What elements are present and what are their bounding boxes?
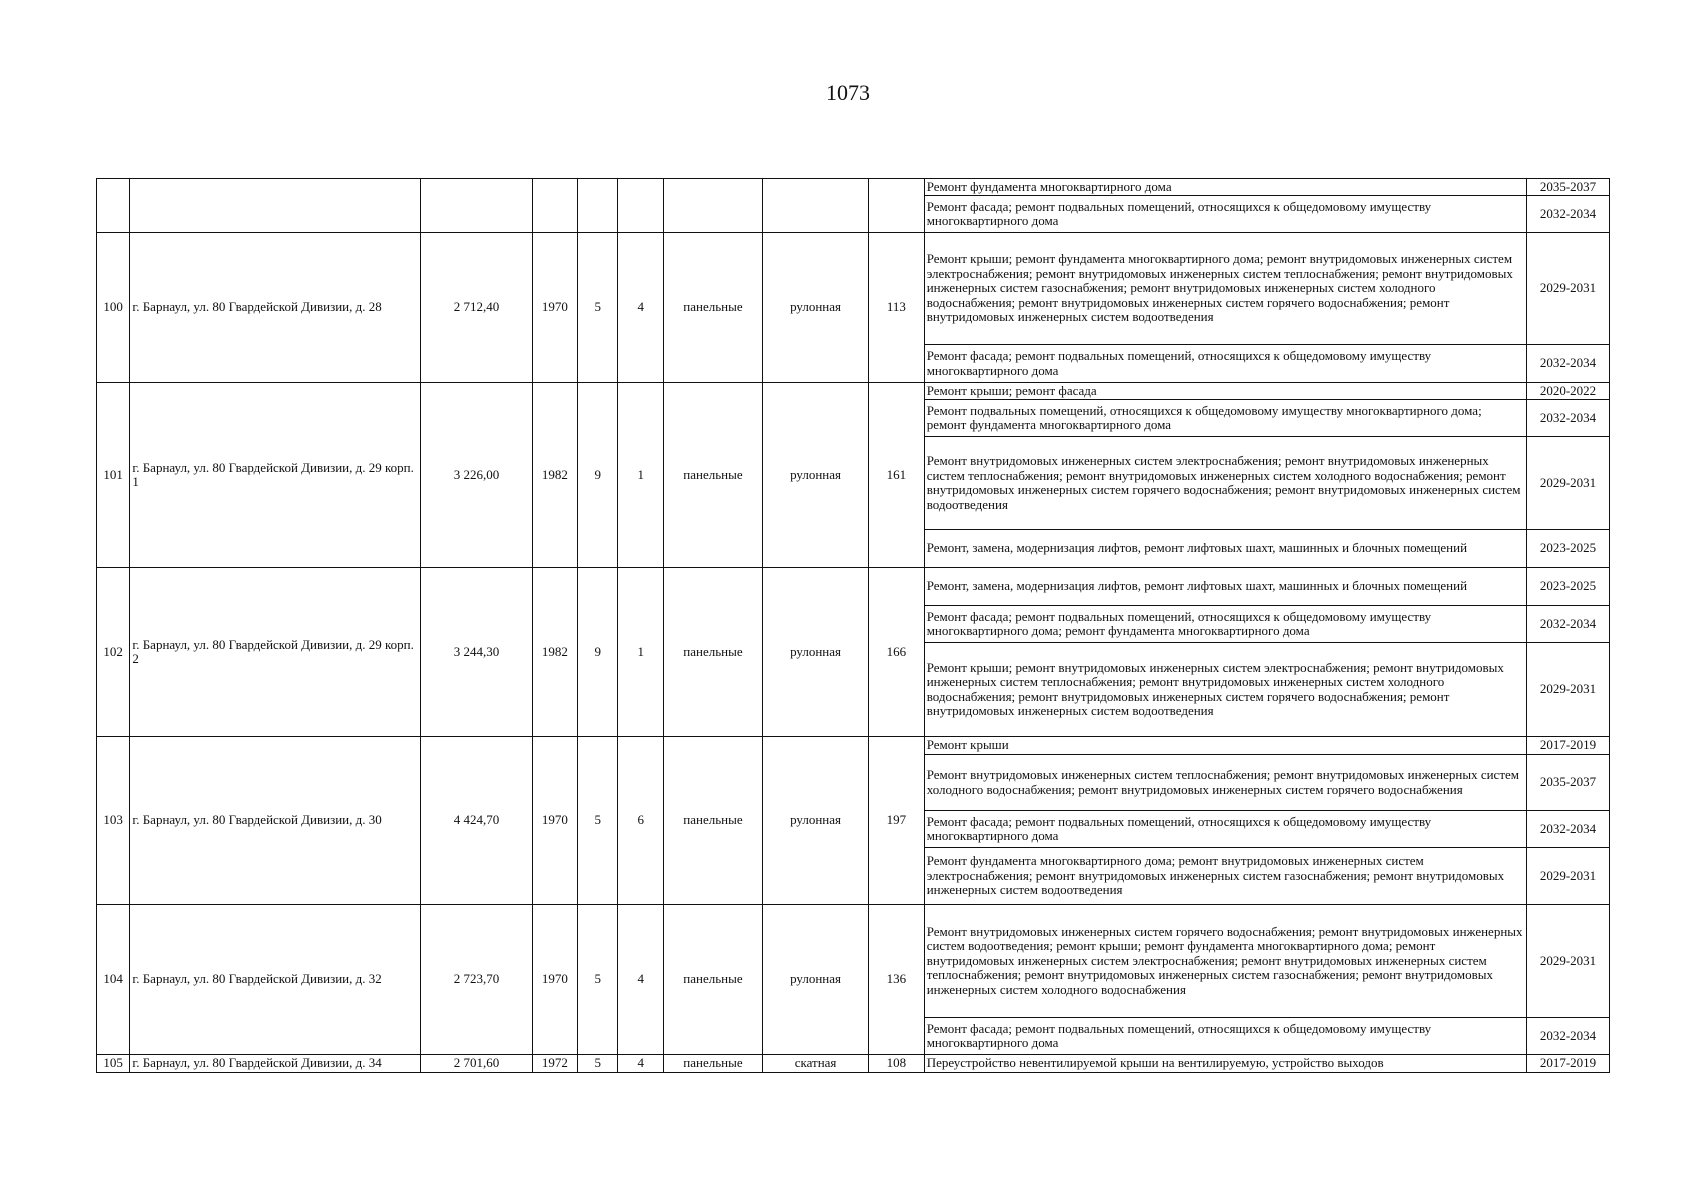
entrances-cell: 4: [618, 1055, 663, 1073]
period-cell: 2035-2037: [1527, 755, 1610, 811]
row-number: 100: [97, 233, 130, 383]
works-cell: Ремонт, замена, модернизация лифтов, ремонт лифтовых шахт, машинных и блочных помещений: [924, 568, 1526, 606]
table-row: [97, 383, 1610, 400]
entrances-cell: 6: [618, 737, 663, 905]
period-cell: 2035-2037: [1527, 179, 1610, 196]
period-cell: 2017-2019: [1527, 1055, 1610, 1073]
period-cell: 2017-2019: [1527, 737, 1610, 755]
works-cell: Ремонт фасада; ремонт подвальных помещений, относящихся к общедомовому имуществу многоквартирного дома: [924, 345, 1526, 383]
residents-cell: 166: [869, 568, 925, 737]
period-cell: 2029-2031: [1527, 848, 1610, 905]
walls-cell: панельные: [663, 1055, 762, 1073]
roof-cell: рулонная: [763, 383, 869, 568]
floors-cell: 5: [578, 737, 618, 905]
row-number: 101: [97, 383, 130, 568]
works-cell: Ремонт крыши; ремонт внутридомовых инженерных систем электроснабжения; ремонт внутридомовых инженерных систем теплоснабжения; ремонт внутридомовых инженерных систем холодного водоснабжения; ремонт внутридомовых инженерных систем горячего водоснабжения; ремонт внутридомовых инженерных систем водоотведения: [924, 643, 1526, 737]
period-cell: 2023-2025: [1527, 530, 1610, 568]
walls-cell: панельные: [663, 568, 762, 737]
empty-cell: [763, 179, 869, 233]
roof-cell: скатная: [763, 1055, 869, 1073]
year-cell: 1982: [532, 383, 577, 568]
roof-cell: рулонная: [763, 905, 869, 1055]
entrances-cell: 1: [618, 568, 663, 737]
works-cell: Ремонт фасада; ремонт подвальных помещений, относящихся к общедомовому имуществу многоквартирного дома: [924, 1018, 1526, 1055]
walls-cell: панельные: [663, 905, 762, 1055]
residents-cell: 113: [869, 233, 925, 383]
walls-cell: панельные: [663, 383, 762, 568]
area-cell: 2 701,60: [421, 1055, 532, 1073]
roof-cell: рулонная: [763, 233, 869, 383]
works-cell: Ремонт крыши: [924, 737, 1526, 755]
floors-cell: 9: [578, 568, 618, 737]
period-cell: 2032-2034: [1527, 1018, 1610, 1055]
roof-cell: рулонная: [763, 568, 869, 737]
works-cell: Ремонт фундамента многоквартирного дома: [924, 179, 1526, 196]
row-number: 103: [97, 737, 130, 905]
table-row: [97, 568, 1610, 606]
year-cell: 1982: [532, 568, 577, 737]
address-cell: г. Барнаул, ул. 80 Гвардейской Дивизии, д. 34: [130, 1055, 421, 1073]
capital-repair-table: [96, 178, 1610, 1073]
row-number: 102: [97, 568, 130, 737]
works-cell: Ремонт внутридомовых инженерных систем горячего водоснабжения; ремонт внутридомовых инженерных систем водоотведения; ремонт крыши; ремонт фундамента многоквартирного дома; ремонт внутридомовых инженерных систем электроснабжения; ремонт внутридомовых инженерных систем теплоснабжения; ремонт внутридомовых инженерных систем газоснабжения; ремонт внутридомовых инженерных систем холодного водоснабжения: [924, 905, 1526, 1018]
works-cell: Ремонт фасада; ремонт подвальных помещений, относящихся к общедомовому имуществу многоквартирного дома: [924, 196, 1526, 233]
period-cell: 2032-2034: [1527, 196, 1610, 233]
table-row: [97, 179, 1610, 196]
roof-cell: рулонная: [763, 737, 869, 905]
floors-cell: 5: [578, 1055, 618, 1073]
table-row: [97, 905, 1610, 1018]
works-cell: Ремонт крыши; ремонт фундамента многоквартирного дома; ремонт внутридомовых инженерных систем электроснабжения; ремонт внутридомовых инженерных систем теплоснабжения; ремонт внутридомовых инженерных систем газоснабжения; ремонт внутридомовых инженерных систем холодного водоснабжения; ремонт внутридомовых инженерных систем горячего водоснабжения; ремонт внутридомовых инженерных систем водоотведения: [924, 233, 1526, 345]
walls-cell: панельные: [663, 233, 762, 383]
address-cell: г. Барнаул, ул. 80 Гвардейской Дивизии, д. 32: [130, 905, 421, 1055]
area-cell: 3 226,00: [421, 383, 532, 568]
residents-cell: 197: [869, 737, 925, 905]
works-cell: Ремонт подвальных помещений, относящихся к общедомовому имуществу многоквартирного дома; ремонт фундамента многоквартирного дома: [924, 400, 1526, 437]
area-cell: 2 712,40: [421, 233, 532, 383]
period-cell: 2029-2031: [1527, 233, 1610, 345]
area-cell: 3 244,30: [421, 568, 532, 737]
period-cell: 2029-2031: [1527, 437, 1610, 530]
works-cell: Ремонт внутридомовых инженерных систем электроснабжения; ремонт внутридомовых инженерных систем теплоснабжения; ремонт внутридомовых инженерных систем холодного водоснабжения; ремонт внутридомовых инженерных систем горячего водоснабжения; ремонт внутридомовых инженерных систем водоотведения: [924, 437, 1526, 530]
address-cell: г. Барнаул, ул. 80 Гвардейской Дивизии, д. 29 корп. 1: [130, 383, 421, 568]
table-row: [97, 737, 1610, 755]
works-cell: Ремонт внутридомовых инженерных систем теплоснабжения; ремонт внутридомовых инженерных систем холодного водоснабжения; ремонт внутридомовых инженерных систем горячего водоснабжения: [924, 755, 1526, 811]
empty-cell: [421, 179, 532, 233]
entrances-cell: 4: [618, 905, 663, 1055]
residents-cell: 161: [869, 383, 925, 568]
empty-cell: [618, 179, 663, 233]
period-cell: 2029-2031: [1527, 643, 1610, 737]
period-cell: 2023-2025: [1527, 568, 1610, 606]
address-cell: г. Барнаул, ул. 80 Гвардейской Дивизии, д. 29 корп. 2: [130, 568, 421, 737]
works-cell: Ремонт фасада; ремонт подвальных помещений, относящихся к общедомовому имуществу многоквартирного дома; ремонт фундамента многоквартирного дома: [924, 606, 1526, 643]
residents-cell: 136: [869, 905, 925, 1055]
row-number: 104: [97, 905, 130, 1055]
works-cell: Ремонт фасада; ремонт подвальных помещений, относящихся к общедомовому имуществу многоквартирного дома: [924, 811, 1526, 848]
year-cell: 1970: [532, 905, 577, 1055]
area-cell: 4 424,70: [421, 737, 532, 905]
residents-cell: 108: [869, 1055, 925, 1073]
period-cell: 2032-2034: [1527, 606, 1610, 643]
empty-cell: [532, 179, 577, 233]
floors-cell: 9: [578, 383, 618, 568]
period-cell: 2032-2034: [1527, 345, 1610, 383]
address-cell: г. Барнаул, ул. 80 Гвардейской Дивизии, д. 30: [130, 737, 421, 905]
floors-cell: 5: [578, 905, 618, 1055]
entrances-cell: 1: [618, 383, 663, 568]
works-cell: Ремонт, замена, модернизация лифтов, ремонт лифтовых шахт, машинных и блочных помещений: [924, 530, 1526, 568]
table-row: [97, 233, 1610, 345]
empty-cell: [869, 179, 925, 233]
period-cell: 2020-2022: [1527, 383, 1610, 400]
walls-cell: панельные: [663, 737, 762, 905]
row-number: 105: [97, 1055, 130, 1073]
page-number: 1073: [826, 80, 870, 105]
empty-cell: [578, 179, 618, 233]
year-cell: 1970: [532, 233, 577, 383]
floors-cell: 5: [578, 233, 618, 383]
period-cell: 2032-2034: [1527, 811, 1610, 848]
address-cell: г. Барнаул, ул. 80 Гвардейской Дивизии, д. 28: [130, 233, 421, 383]
table-row: [97, 1055, 1610, 1073]
period-cell: 2029-2031: [1527, 905, 1610, 1018]
period-cell: 2032-2034: [1527, 400, 1610, 437]
empty-cell: [97, 179, 130, 233]
works-cell: Ремонт крыши; ремонт фасада: [924, 383, 1526, 400]
empty-cell: [663, 179, 762, 233]
year-cell: 1972: [532, 1055, 577, 1073]
works-cell: Ремонт фундамента многоквартирного дома; ремонт внутридомовых инженерных систем электроснабжения; ремонт внутридомовых инженерных систем газоснабжения; ремонт внутридомовых инженерных систем водоотведения: [924, 848, 1526, 905]
area-cell: 2 723,70: [421, 905, 532, 1055]
works-cell: Переустройство невентилируемой крыши на вентилируемую, устройство выходов: [924, 1055, 1526, 1073]
year-cell: 1970: [532, 737, 577, 905]
entrances-cell: 4: [618, 233, 663, 383]
empty-cell: [130, 179, 421, 233]
